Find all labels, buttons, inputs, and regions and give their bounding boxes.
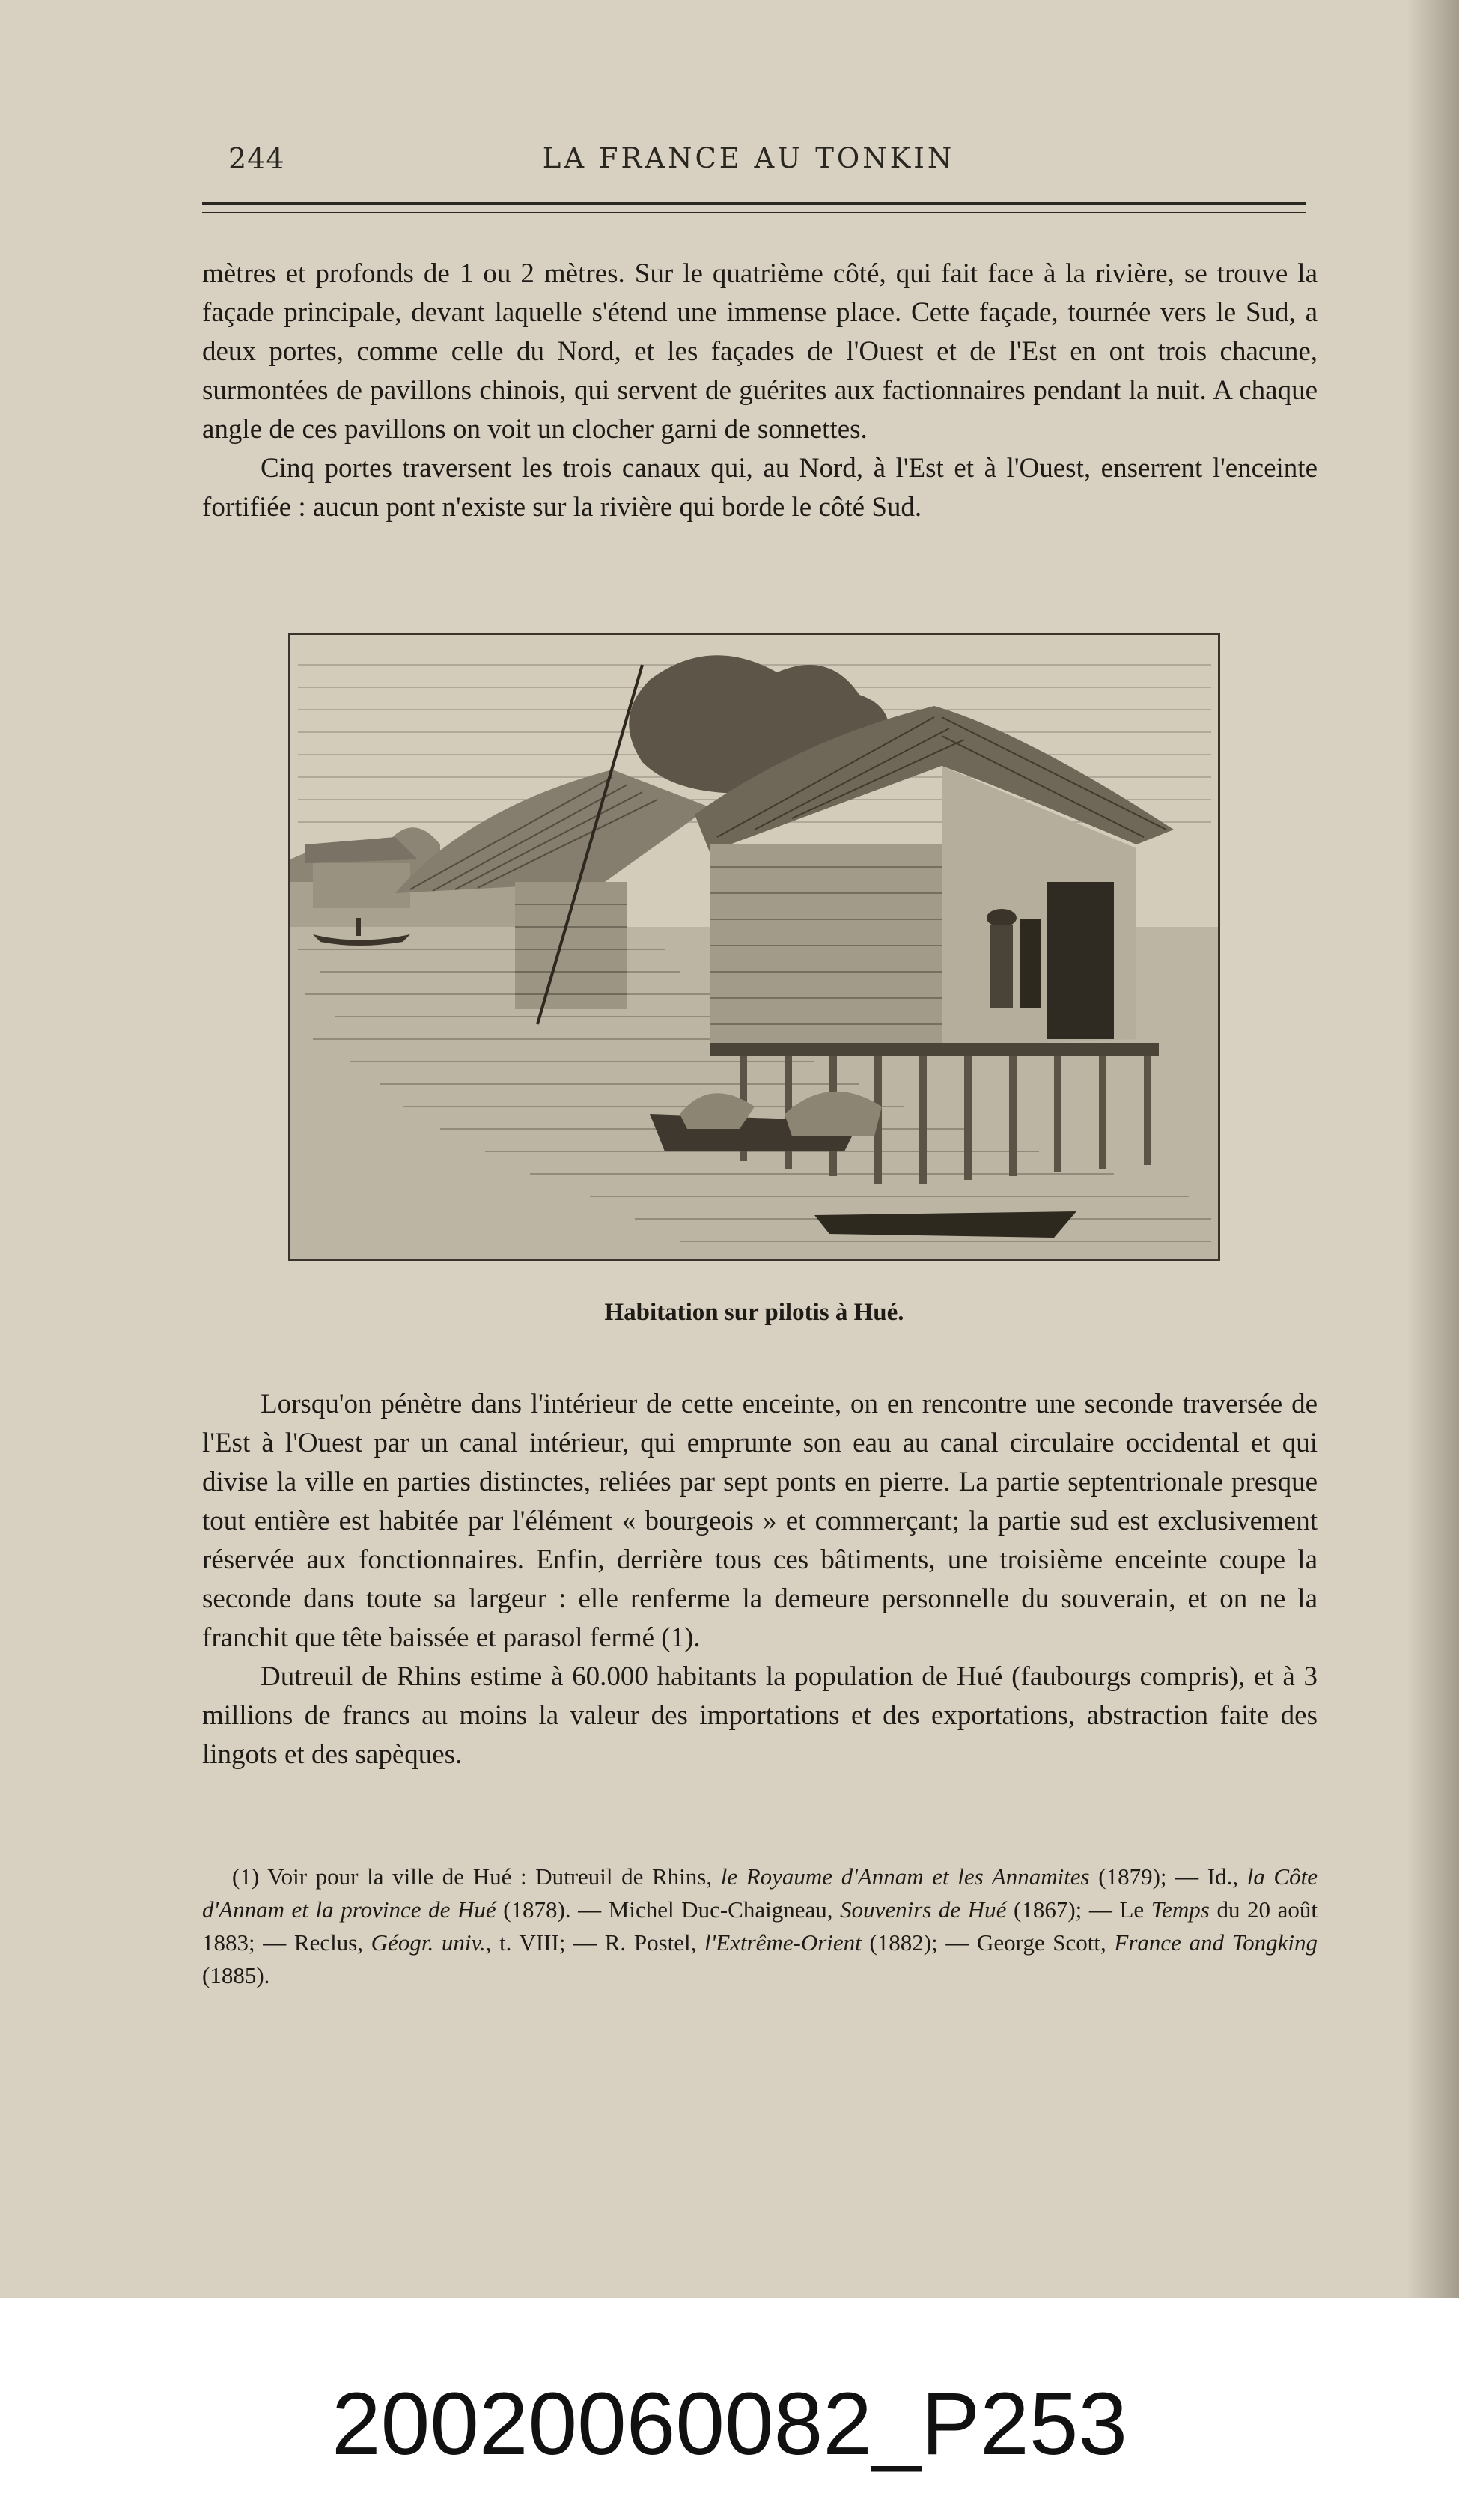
footnote-title: Souvenirs de Hué (840, 1896, 1007, 1923)
stilt-house-drawing (290, 635, 1218, 1259)
footnote (202, 1860, 1318, 1992)
paragraph: mètres et profonds de 1 ou 2 mètres. Sur le quatrième côté, qui fait face à la rivière, se trouve la façade principale, devant laquelle s'étend une immense place. Cette façade, tournée vers le Sud, a deux portes, comme celle du Nord, et les façades de l'Ouest et de l'Est en ont trois chacune, surmontées de pavillons chinois, qui servent de guérites aux factionnaires pendant la nuit. A chaque angle de ces pavillons on voit un clocher garni de sonnettes. (202, 258, 1318, 445)
footnote-text: (1879); — Id., (1089, 1863, 1247, 1890)
engraving-illustration (288, 633, 1220, 1261)
footnote-title: France and Tongking (1114, 1929, 1318, 1956)
footnote-paragraph (202, 1860, 1318, 1992)
footnote-title: Géogr. univ. (371, 1929, 486, 1956)
footnote-text: (1882); — George Scott, (861, 1929, 1115, 1956)
footnote-text: (1867); — Le (1006, 1896, 1151, 1923)
footnote-text: (1) Voir pour la ville de Hué : Dutreuil de Rhins, (232, 1863, 721, 1890)
figure-caption: Habitation sur pilotis à Hué. (604, 1299, 904, 1326)
footnote-text: (1878). — Michel Duc-Chaigneau, (496, 1896, 841, 1923)
paragraph: Dutreuil de Rhins estime à 60.000 habitants la population de Hué (faubourgs compris), et à 3 millions de francs au moins la valeur des importations et des exportations, abstraction faite des lingots et des sapèques. (202, 1661, 1318, 1770)
running-title: LA FRANCE AU TONKIN (542, 142, 955, 174)
footnote-text: , t. VIII; — R. Postel, (485, 1929, 705, 1956)
paragraph: Lorsqu'on pénètre dans l'intérieur de cette enceinte, on en rencontre une seconde traversée de l'Est à l'Ouest par un canal intérieur, qui emprunte son eau au canal circulaire occidental et qui divise la ville en parties distinctes, reliées par sept ponts en pierre. La partie septentrionale presque tout entière est habitée par l'élément « bourgeois » et commerçant; la partie sud est exclusivement réservée aux fonctionnaires. Enfin, derrière tous ces bâtiments, une troisième enceinte coupe la seconde dans toute sa largeur : elle renferme la demeure personnelle du souverain, et on ne la franchit que tête baissée et parasol fermé (1). (202, 1389, 1318, 1653)
footnote-title: la Côte d'Annam et la province de Hué (202, 1863, 1318, 1923)
header-rule (202, 202, 1306, 213)
footnote-title: Temps (1151, 1896, 1210, 1923)
footnote-title: le Royaume d'Annam et les Annamites (720, 1863, 1090, 1890)
body-text-top (202, 255, 1318, 527)
footnote-title: l'Extrême-Orient (704, 1929, 862, 1956)
page-number: 244 (228, 142, 285, 175)
footnote-text: (1885). (202, 1962, 270, 1988)
scan-identifier: 20020060082_P253 (331, 2375, 1128, 2474)
footnote-text: du 20 août 1883; — Reclus, (202, 1896, 1318, 1956)
body-text-bottom (202, 1385, 1318, 1774)
paragraph: Cinq portes traversent les trois canaux qui, au Nord, à l'Est et à l'Ouest, enserrent l'enceinte fortifiée : aucun pont n'existe sur la rivière qui borde le côté Sud. (202, 453, 1318, 523)
